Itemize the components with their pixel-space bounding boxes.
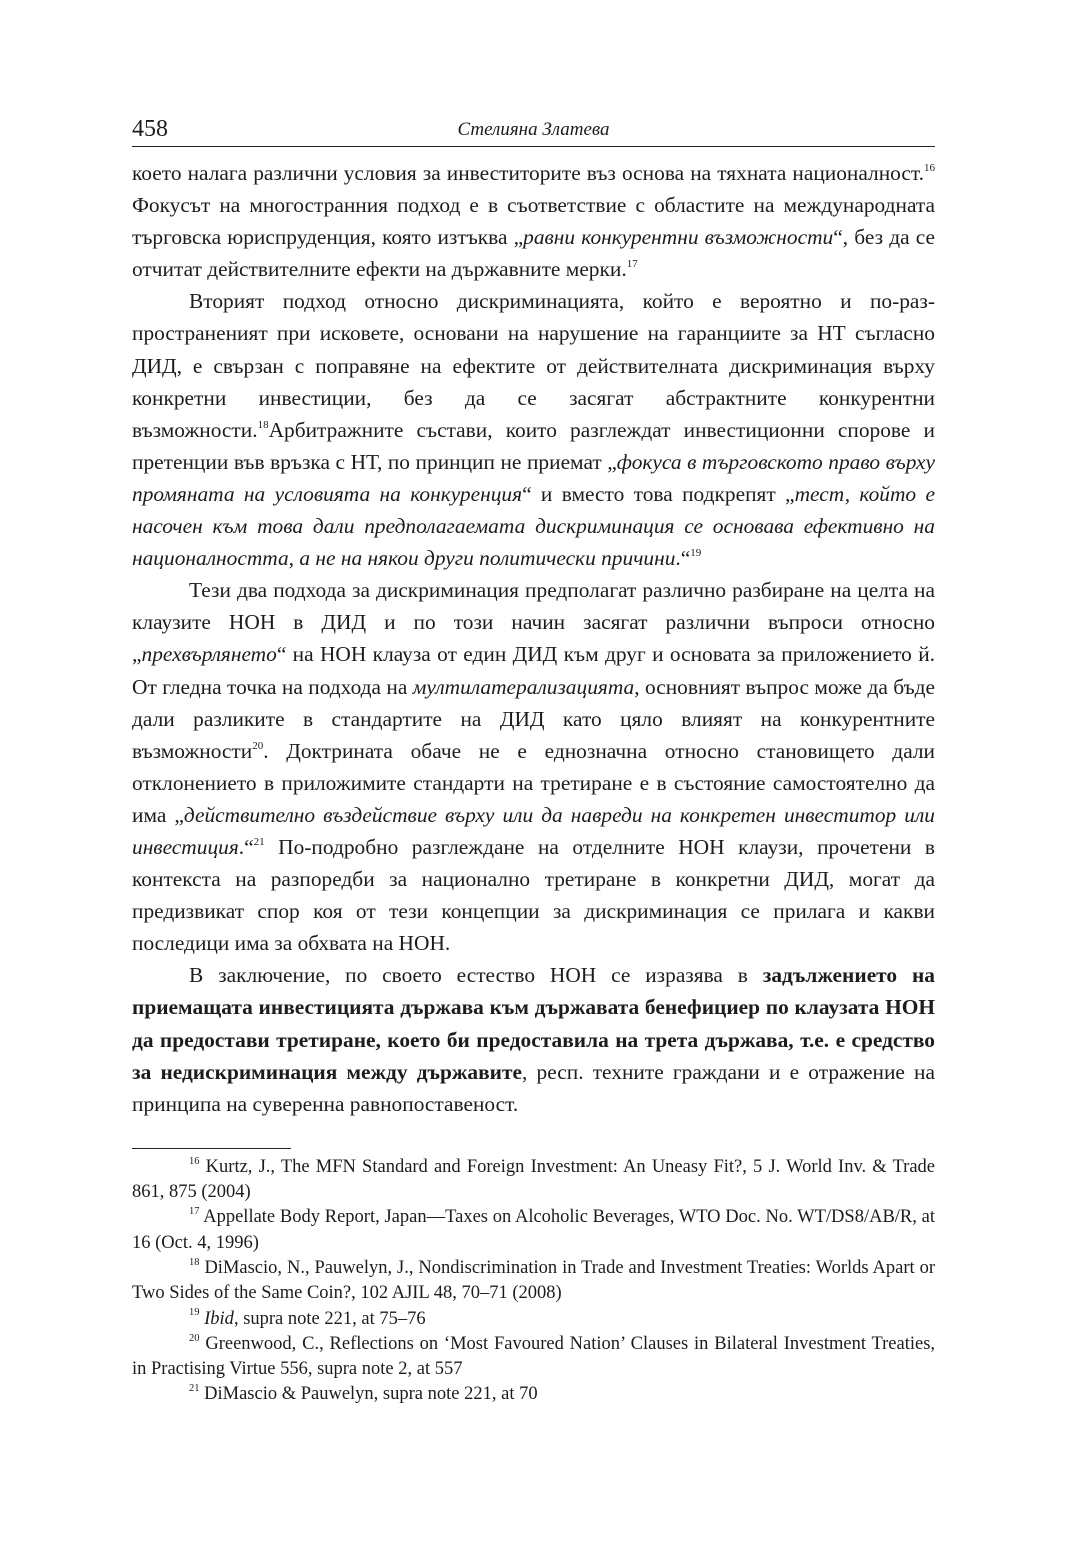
text-run: Арбитражните състави, които разглеждат инвестиционни спорове и претенции във връзка с НТ, по принцип не приемат „ [132, 417, 935, 474]
footnote-21 [132, 1382, 935, 1407]
italic-quote: тест, който е насочен към това дали предполагаемата дискриминация се основава ефективно на националността, а не на някои други политически причини [132, 481, 935, 571]
footnote-ref-19[interactable]: 19 [690, 547, 702, 559]
footnote-18 [132, 1256, 935, 1307]
text-run: В заключение, по своето естество НОН се изразява в [189, 963, 763, 988]
footnote-17 [132, 1205, 935, 1256]
italic-term: мултилатерализацията [412, 674, 635, 699]
footnote-number: 16 [189, 1155, 200, 1167]
italic-term: прехвърлянето [141, 642, 277, 667]
text-run: “ на НОН клауза от един ДИД към друг и основата за приложението й. От гледна точка на подхода на [132, 642, 935, 699]
footnote-ref-16[interactable]: 16 [924, 161, 935, 174]
paragraph-3 [132, 574, 935, 959]
text-run: „ [513, 225, 524, 250]
footnote-number: 19 [189, 1307, 200, 1319]
footnote-text: Greenwood, C., Reflections on ‘Most Favoured Nation’ Clauses in Bilateral Investment Treaties, in Practising Virtue 556, supra note 2, at 557 [132, 1333, 936, 1380]
footnotes [132, 1155, 935, 1408]
footnote-20 [132, 1332, 935, 1383]
text-run: По-подробно разглеждане на отделните НОН клаузи, прочетени в контекста на разпоредби за национално третиране в конкретни ДИД, могат да предизвикат спор коя от тези концепции за дискриминация се прилага и какви последици има за обхвата на НОН. [132, 834, 935, 956]
text-run: “, без да се отчитат действителните ефекти на държавните мерки. [132, 225, 935, 282]
footnote-ref-21[interactable]: 21 [253, 835, 265, 848]
paragraph-4 [132, 959, 935, 1119]
paragraph-2 [132, 285, 935, 574]
italic-quote: равни конкурентни възможности [523, 225, 834, 250]
footnote-number: 17 [189, 1206, 200, 1218]
footnote-ref-20[interactable]: 20 [252, 739, 264, 752]
page-header [132, 112, 935, 147]
footnote-text: Kurtz, J., The MFN Standard and Foreign Investment: An Uneasy Fit?, 5 J. World Inv. & Trade 861, 875 (2004) [132, 1156, 935, 1203]
footnote-19 [132, 1307, 935, 1332]
bold-emphasis: задължението на приемащата инвестицията държава към държавата бенефициер по клаузата НОН да предостави третиране, което би предоставила на трета държава, т.е. е средство за недискриминация между държавите [132, 963, 935, 1084]
italic-quote: фокуса в търговското право върху промяната на условията на конкуренция [132, 449, 935, 506]
text-run: .“ [238, 834, 254, 859]
text-run: . Доктрината обаче не е еднозначна относно становището дали отклонението в приложимите стандарти на третиране е в състояние самостоятелно да има „ [132, 738, 935, 827]
paragraph-1 [132, 157, 935, 285]
footnote-ref-17[interactable]: 17 [626, 258, 638, 271]
footnote-text: Appellate Body Report, Japan—Taxes on Alcoholic Beverages, WTO Doc. No. WT/DS8/AB/R, at 16 (Oct. 4, 1996) [132, 1207, 935, 1253]
document-page [132, 112, 935, 1408]
footnote-text: , supra note 221, at 75–76 [233, 1308, 426, 1329]
text-run: .“ [675, 546, 691, 571]
footnote-number: 20 [189, 1332, 200, 1344]
text-run: Вторият подход относно дискриминацията, който е вероятно и по-разпространеният при исковете, основани на нарушение на гаранциите за НТ съгласно ДИД, е свързан с поправяне на ефектите от действителната дискриминация върху конкретни инвестиции, без да се засягат абстрактните конкурентни възможности. [132, 289, 935, 442]
body-text [132, 157, 935, 1120]
text-run: Тези два подхода за дискриминация предполагат различно разбиране на целта на клаузите НОН в ДИД и по този начин засягат различни въпроси относно „ [132, 578, 935, 667]
footnote-number: 21 [189, 1383, 200, 1395]
footnote-text: DiMascio, N., Pauwelyn, J., Nondiscrimination in Trade and Investment Treaties: Worlds Apart or Two Sides of the Same Coin?, 102 AJIL 48, 70–71 (2008) [132, 1258, 935, 1304]
running-head-author: Стелияна Златева [457, 119, 610, 140]
footnote-16 [132, 1155, 935, 1206]
footnote-separator [132, 1148, 291, 1149]
text-run: , основният въпрос може да бъде дали разликите в стандартите на ДИД като цяло влияят на конкурентните възможности [132, 674, 936, 763]
page-number: 458 [132, 116, 168, 142]
footnote-text: DiMascio & Pauwelyn, supra note 221, at 70 [204, 1384, 538, 1405]
italic-quote: действително въздействие върху или да навреди на конкретен инвеститор или инвестиция [132, 802, 935, 859]
text-run: което налага различни условия за инвеститорите въз основа на тяхната националност. [132, 161, 924, 185]
text-run: , респ. техните граждани и е отражение на принципа на суверенна равнопоставеност. [132, 1059, 935, 1116]
text-run: Фокусът на многостранния подход е в съответствие с областите на международната търговска юриспруденция, която изтъква [132, 193, 935, 250]
footnote-number: 18 [189, 1256, 200, 1268]
footnote-ref-18[interactable]: 18 [257, 418, 269, 431]
footnote-italic: Ibid [204, 1308, 234, 1329]
text-run: “ и вместо това подкрепят „ [522, 481, 795, 506]
